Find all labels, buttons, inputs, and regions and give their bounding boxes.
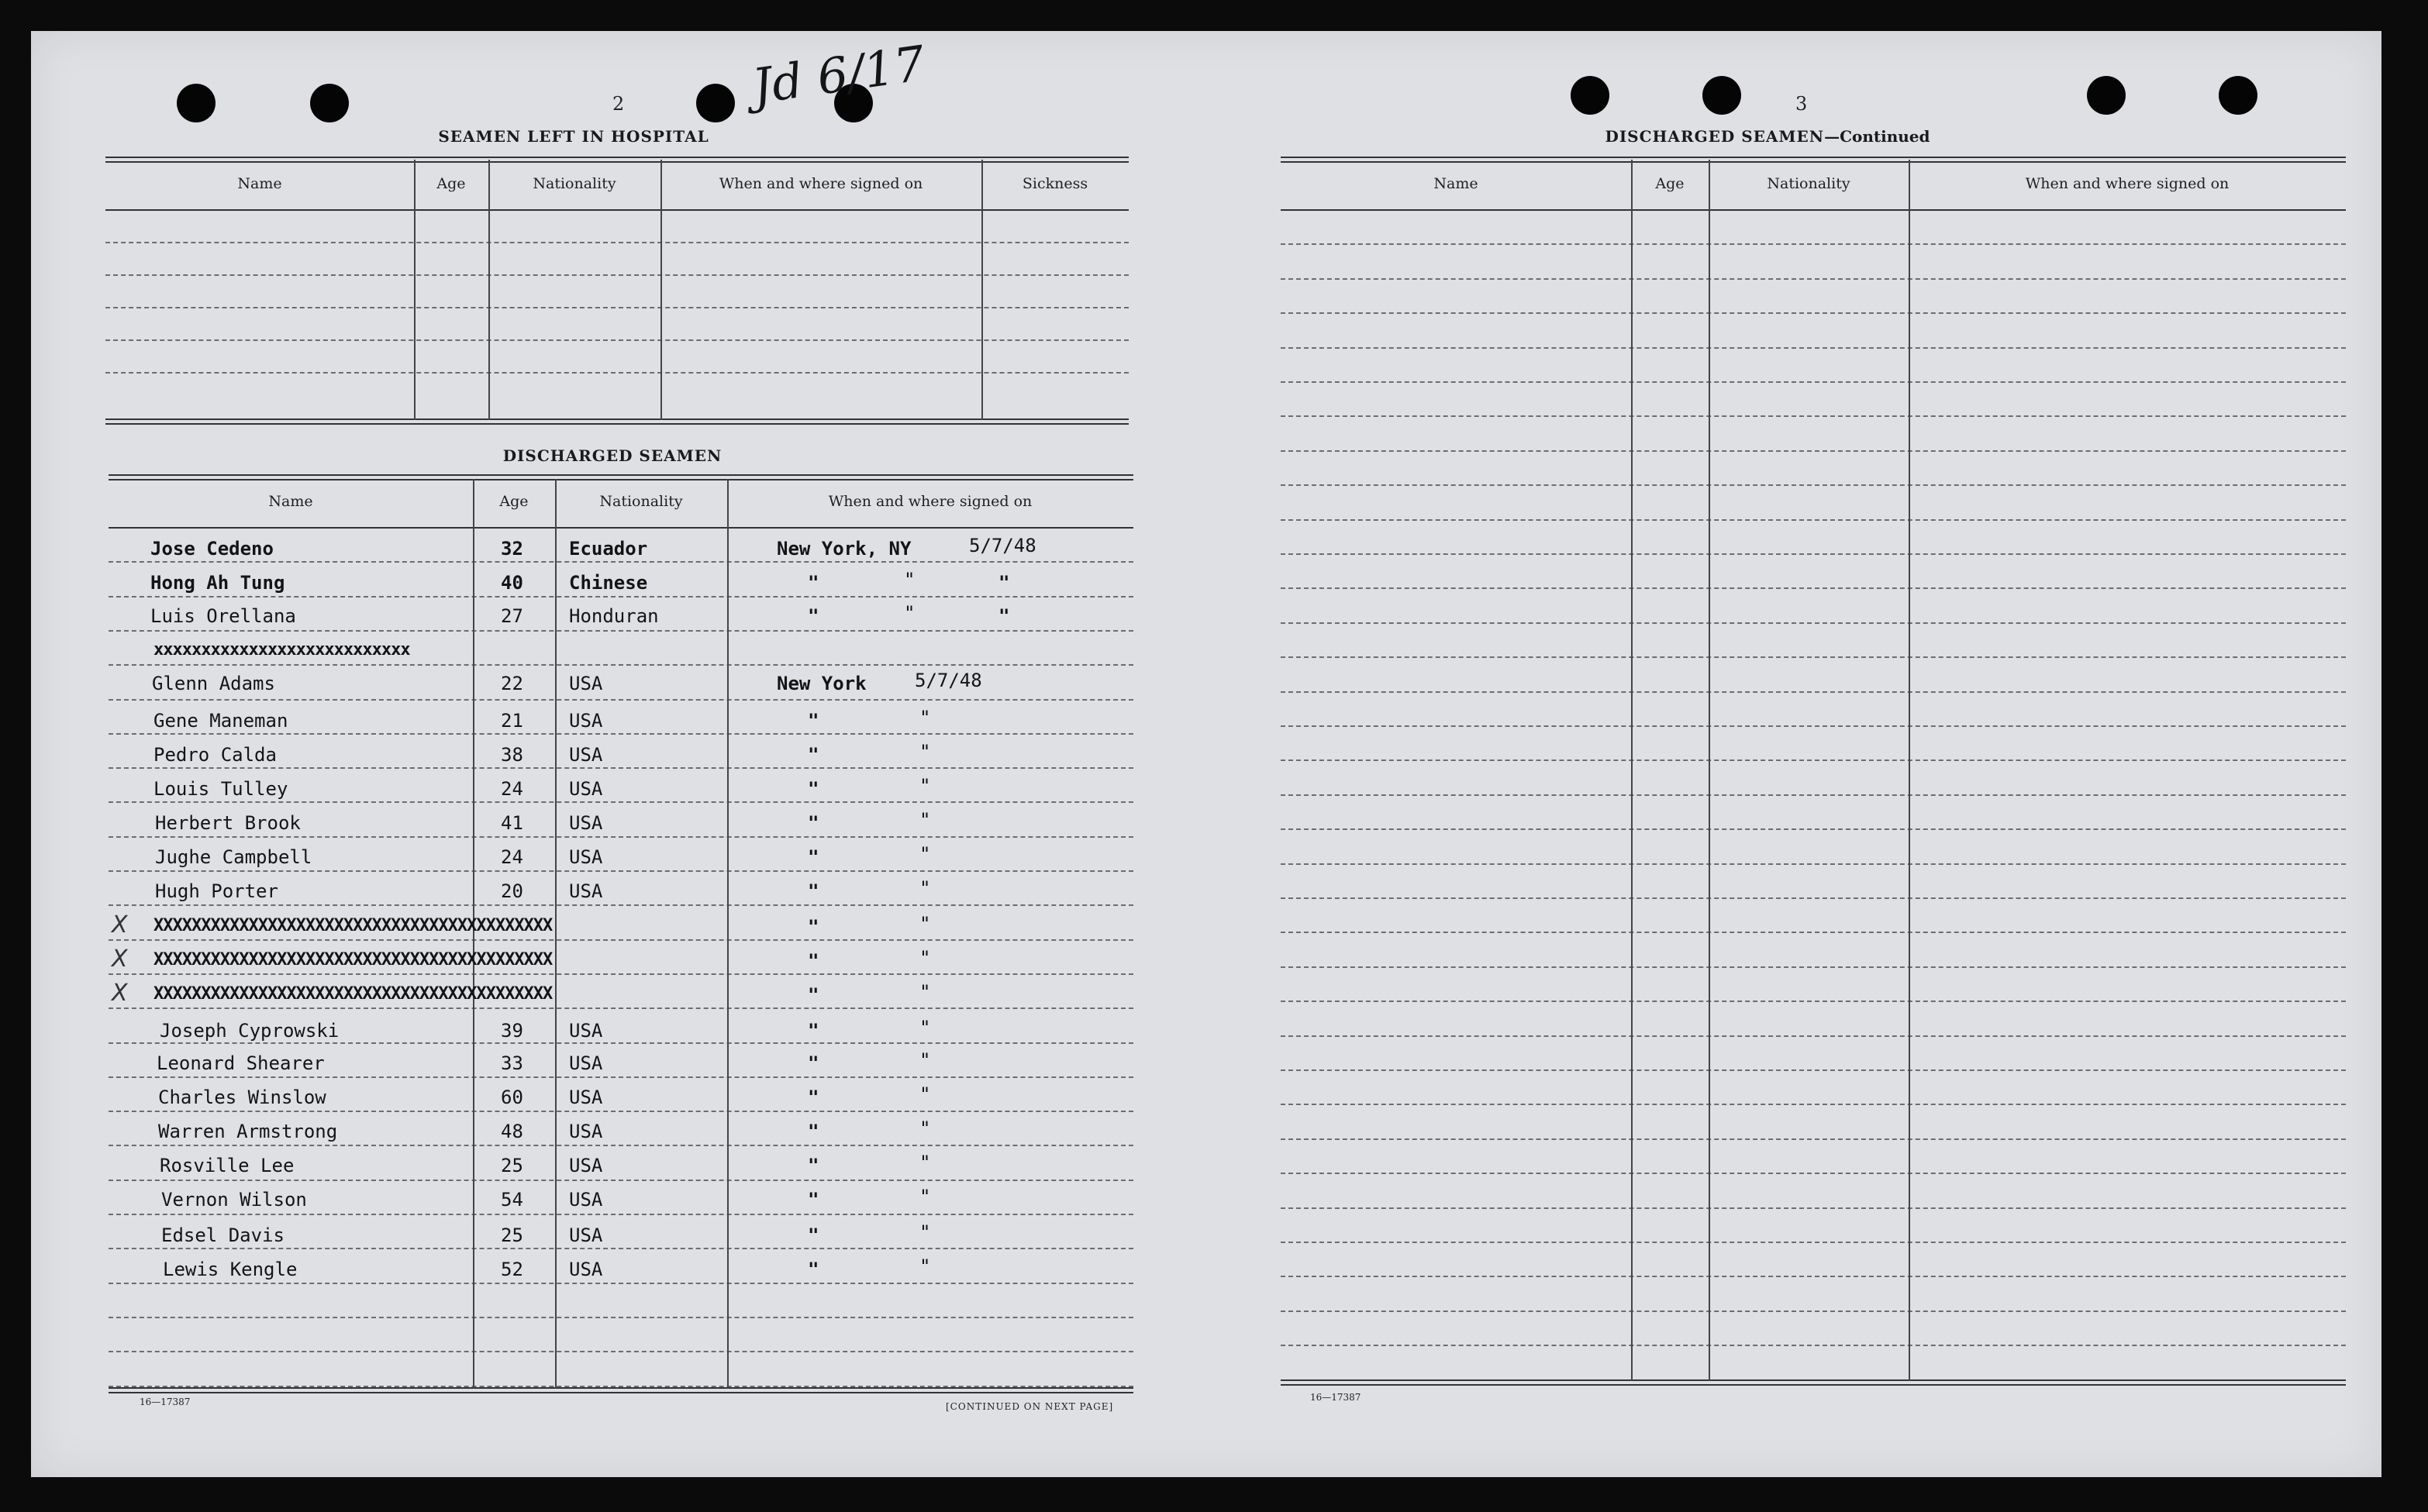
seaman-name: Herbert Brook [155,812,301,834]
signed-on-place: " [808,1020,819,1042]
signed-on-date: " [919,741,931,763]
seaman-age: 38 [501,744,523,766]
rule-line [109,1248,1133,1249]
seaman-age: 48 [501,1121,523,1142]
rule-line [105,274,1129,276]
signed-on-date: " [919,1186,931,1207]
ditto-mark: " [919,981,931,1003]
punch-hole [177,84,216,122]
rule-line [105,307,1129,308]
form-number-right: 16—17387 [1310,1392,1361,1403]
rule-line [109,1283,1133,1284]
signed-on-date: " [919,1017,931,1038]
column-divider [1631,160,1633,1381]
seaman-age: 22 [501,673,523,694]
ledger-sheet [31,31,2381,1477]
rule-line [1281,725,2346,727]
rule-line [1281,1207,2346,1209]
rule-line [109,1214,1133,1215]
rule-line [1281,381,2346,383]
rule-line [105,372,1129,374]
signed-on-date: " [919,1221,931,1243]
seaman-age: 52 [501,1259,523,1280]
column-divider [1709,160,1710,1381]
seaman-nationality: USA [569,778,603,800]
rule-line [105,209,1129,211]
rule-line [105,339,1129,341]
handwritten-annotation: Jd 6/17 [749,34,929,115]
signed-on-place: " [808,1259,819,1280]
seaman-name: Hong Ah Tung [150,572,285,594]
rule-line [109,1387,1133,1393]
seaman-name: Jughe Campbell [155,846,312,868]
rule-line [109,527,1133,529]
rule-line [1281,932,2346,933]
rule-line [1281,312,2346,314]
rule-line [1281,519,2346,521]
signed-on-place: " [808,880,819,902]
rule-line [1281,622,2346,624]
rule-line [109,596,1133,598]
seaman-age: 21 [501,710,523,732]
signed-on-place: " [808,1224,819,1246]
column-header: Nationality [533,175,616,192]
signed-on-date: " [919,1255,931,1277]
rule-line [1281,691,2346,693]
seaman-name: Jose Cedeno [150,538,274,560]
rule-line [109,973,1133,975]
rule-line [109,664,1133,666]
rule-line [109,1145,1133,1146]
rule-line [1281,1311,2346,1312]
signed-on-date: " [919,1152,931,1173]
rule-line [109,939,1133,941]
ditto-mark: " [998,572,1010,594]
column-header: Age [499,493,529,510]
signed-on-date: " [919,775,931,797]
page-number-left: 2 [612,93,625,115]
rule-line [1281,1242,2346,1243]
seaman-nationality: USA [569,744,603,766]
seaman-nationality: USA [569,1052,603,1074]
column-divider [660,160,662,420]
column-header: When and where signed on [2025,175,2230,192]
punch-hole [310,84,349,122]
column-header: Nationality [1767,175,1850,192]
rule-line [1281,1173,2346,1174]
seaman-age: 24 [501,778,523,800]
seaman-age: 25 [501,1155,523,1176]
seaman-name: Luis Orellana [150,605,296,627]
rule-line [1281,794,2346,796]
rule-line [109,1317,1133,1318]
column-header: Name [1433,175,1478,192]
rule-line [109,801,1133,803]
rule-line [1281,243,2346,245]
seaman-age: 25 [501,1224,523,1246]
rule-line [105,242,1129,243]
rule-line [109,1042,1133,1044]
seaman-name: Louis Tulley [153,778,288,800]
struck-out-entry: XXXXXXXXXXXXXXXXXXXXXXXXXXXXXXXXXXXXXXXXXX [153,984,553,1004]
punch-hole [1702,76,1741,115]
seaman-age: 60 [501,1087,523,1108]
rule-line [109,474,1133,480]
seaman-nationality: USA [569,710,603,732]
seaman-nationality: USA [569,880,603,902]
seaman-name: Charles Winslow [158,1087,326,1108]
seaman-nationality: USA [569,1155,603,1176]
rule-line [109,561,1133,563]
continued-note: [CONTINUED ON NEXT PAGE] [946,1401,1114,1412]
rule-line [109,1180,1133,1181]
rule-line [109,699,1133,701]
seaman-age: 20 [501,880,523,902]
punch-hole [696,84,735,122]
rule-line [1281,759,2346,761]
right-section-title [1504,127,2031,146]
seaman-nationality: Chinese [569,572,648,594]
seaman-age: 54 [501,1189,523,1211]
rule-line [1281,966,2346,968]
signed-on-place: " [808,846,819,868]
rule-line [109,1007,1133,1009]
signed-on-date: " [919,877,931,899]
column-header: Age [1655,175,1685,192]
seaman-name: Warren Armstrong [158,1121,338,1142]
rule-line [1281,656,2346,658]
seaman-nationality: USA [569,1259,603,1280]
right-title-main: DISCHARGED SEAMEN [1605,127,1825,146]
rule-line [109,870,1133,872]
signed-on-place: New York [777,673,867,694]
rule-line [1281,1345,2346,1346]
seaman-nationality: USA [569,1087,603,1108]
struck-out-entry: XXXXXXXXXXXXXXXXXXXXXXXXXXXXXXXXXXXXXXXXXX [153,950,553,970]
right-title-suffix: —Continued [1824,127,1930,146]
column-divider [488,160,490,420]
seaman-age: 27 [501,605,523,627]
rule-line [109,1111,1133,1112]
rule-line [109,733,1133,735]
punch-hole [2087,76,2126,115]
seaman-nationality: Honduran [569,605,659,627]
signed-on-place: " [808,812,819,834]
signed-on-date: 5/7/48 [969,535,1036,556]
rule-line [109,1351,1133,1352]
rule-line [1281,553,2346,555]
seaman-age: 32 [501,538,523,560]
column-divider [1909,160,1910,1381]
signed-on-date: " [919,707,931,728]
seaman-nationality: USA [569,1224,603,1246]
rule-line [1281,1138,2346,1140]
signed-on-place: New York, NY [777,538,912,560]
rule-line [1281,1069,2346,1071]
signed-on-place: " [808,572,819,594]
rule-line [1281,587,2346,589]
hospital-section-title: SEAMEN LEFT IN HOSPITAL [438,127,709,146]
rule-line [1281,1104,2346,1105]
seaman-name: Gene Maneman [153,710,288,732]
struck-out-entry: xxxxxxxxxxxxxxxxxxxxxxxxxxx [153,640,410,660]
punch-hole [1571,76,1609,115]
seaman-nationality: USA [569,1189,603,1211]
signed-on-place: " [808,778,819,800]
column-divider [414,160,416,420]
rule-line [109,767,1133,769]
seaman-age: 40 [501,572,523,594]
rule-line [109,630,1133,632]
seaman-name: Joseph Cyprowski [160,1020,340,1042]
rule-line [109,1076,1133,1078]
signed-on-date: " [919,1083,931,1105]
seaman-age: 41 [501,812,523,834]
column-divider [981,160,983,420]
seaman-name: Leonard Shearer [157,1052,325,1074]
signed-on-place: " [808,1087,819,1108]
column-header: Name [268,493,313,510]
struck-out-entry: XXXXXXXXXXXXXXXXXXXXXXXXXXXXXXXXXXXXXXXXXX [153,916,553,935]
rule-line [1281,897,2346,899]
seaman-nationality: USA [569,846,603,868]
seaman-name: Glenn Adams [152,673,275,694]
seaman-age: 39 [501,1020,523,1042]
rule-line [1281,484,2346,486]
seaman-nationality: USA [569,1121,603,1142]
rule-line [105,418,1129,425]
x-mark: X [112,980,128,1007]
signed-on-date: 5/7/48 [915,670,982,691]
seaman-age: 24 [501,846,523,868]
column-divider [727,479,729,1389]
seaman-nationality: USA [569,812,603,834]
seaman-nationality: USA [569,1020,603,1042]
ditto-mark: " [808,950,819,972]
rule-line [1281,828,2346,830]
signed-on-date: " [904,569,916,591]
rule-line [1281,1001,2346,1002]
rule-line [1281,1035,2346,1037]
seaman-name: Rosville Lee [160,1155,295,1176]
rule-line [1281,1379,2346,1386]
seaman-name: Edsel Davis [161,1224,285,1246]
column-header: When and where signed on [719,175,923,192]
rule-line [1281,863,2346,865]
discharged-section-title: DISCHARGED SEAMEN [502,446,723,465]
rule-line [1281,415,2346,417]
ditto-mark: " [808,984,819,1006]
signed-on-place: " [808,1121,819,1142]
seaman-age: 33 [501,1052,523,1074]
rule-line [1281,209,2346,211]
ditto-mark: " [998,605,1010,627]
signed-on-place: " [808,605,819,627]
rule-line [1281,157,2346,163]
signed-on-place: " [808,1155,819,1176]
ditto-mark: " [919,947,931,969]
signed-on-place: " [808,1189,819,1211]
column-header: Nationality [599,493,683,510]
rule-line [1281,278,2346,280]
seaman-name: Pedro Calda [153,744,277,766]
punch-hole [2219,76,2257,115]
column-header: Age [436,175,466,192]
ditto-mark: " [808,916,819,938]
rule-line [105,157,1129,163]
seaman-name: Vernon Wilson [161,1189,307,1211]
x-mark: X [112,945,128,973]
seaman-name: Hugh Porter [155,880,278,902]
page-number-right: 3 [1795,93,1808,115]
rule-line [109,904,1133,906]
signed-on-date: " [919,809,931,831]
rule-line [109,836,1133,838]
rule-line [1281,1276,2346,1277]
ditto-mark: " [919,913,931,935]
rule-line [1281,347,2346,349]
seaman-name: Lewis Kengle [163,1259,298,1280]
x-mark: X [112,911,128,939]
signed-on-place: " [808,710,819,732]
signed-on-date: " [919,843,931,865]
rule-line [1281,450,2346,452]
column-header: Sickness [1022,175,1088,192]
signed-on-date: " [919,1118,931,1139]
signed-on-date: " [919,1049,931,1071]
column-header: Name [237,175,282,192]
seaman-nationality: USA [569,673,603,694]
seaman-nationality: Ecuador [569,538,648,560]
signed-on-place: " [808,744,819,766]
signed-on-place: " [808,1052,819,1074]
column-header: When and where signed on [828,493,1033,510]
form-number-left: 16—17387 [140,1397,191,1407]
signed-on-date: " [904,602,916,624]
